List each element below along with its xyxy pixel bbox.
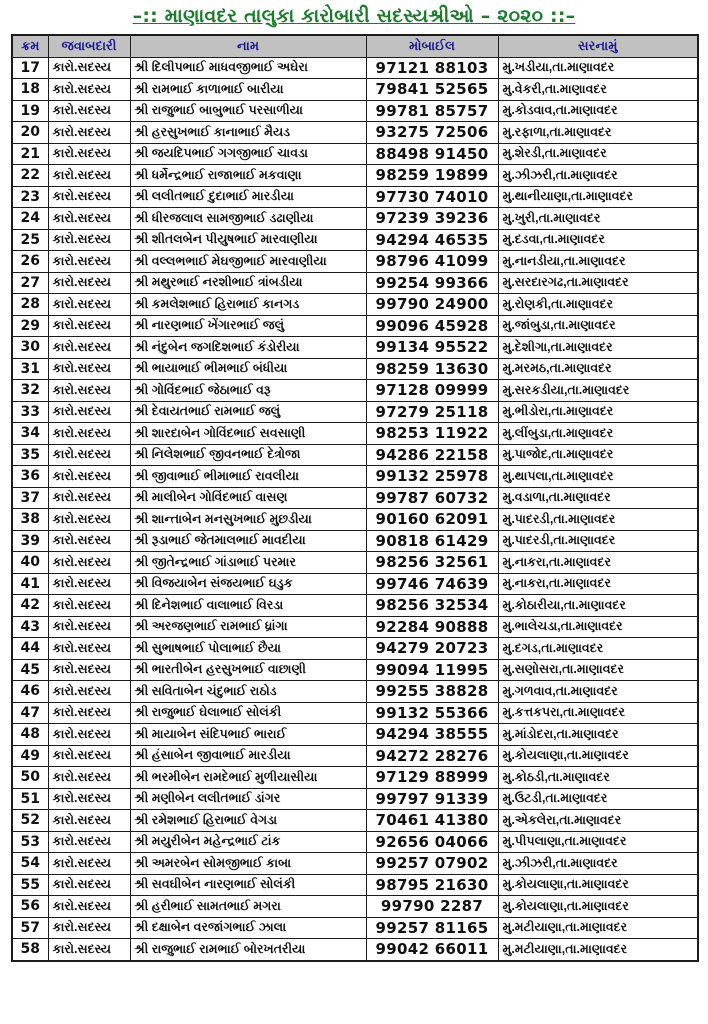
role-cell: કારો.સદસ્ય [48, 466, 130, 488]
address-cell: મુ.કોયલાણા,તા.માણાવદર [498, 896, 698, 918]
name-cell: શ્રી ભરમીબેન રામદેભાઈ મુળીયાસીયા [130, 767, 366, 789]
mobile-cell: 90160 62091 [366, 509, 498, 531]
table-row [12, 444, 698, 466]
table-row [12, 573, 698, 595]
role-cell: કારો.સદસ્ય [48, 401, 130, 423]
serial-cell: 37 [12, 487, 48, 509]
serial-cell: 45 [12, 659, 48, 681]
serial-cell: 29 [12, 315, 48, 337]
address-cell: મુ.લીંબુડા,તા.માણાવદર [498, 423, 698, 445]
role-cell: કારો.સદસ્ય [48, 552, 130, 574]
name-cell: શ્રી જીતેન્દ્રભાઈ ગાંડાભાઈ પરમાર [130, 552, 366, 574]
mobile-cell: 79841 52565 [366, 79, 498, 101]
mobile-cell: 99257 07902 [366, 853, 498, 875]
address-cell: મુ.નાકરા,તા.માણાવદર [498, 552, 698, 574]
serial-cell: 43 [12, 616, 48, 638]
role-cell: કારો.સદસ્ય [48, 337, 130, 359]
address-cell: મુ.ઝીઝરી,તા.માણાવદર [498, 165, 698, 187]
mobile-cell: 97121 88103 [366, 57, 498, 79]
role-cell: કારો.સદસ્ય [48, 186, 130, 208]
address-cell: મુ.કોઠડી,તા.માણાવદર [498, 767, 698, 789]
name-cell: શ્રી નારણભાઈ ખેંગારભાઈ જલું [130, 315, 366, 337]
serial-cell: 32 [12, 380, 48, 402]
mobile-cell: 99042 66011 [366, 939, 498, 961]
mobile-cell: 88498 91450 [366, 143, 498, 165]
table-row [12, 315, 698, 337]
serial-cell: 41 [12, 573, 48, 595]
role-cell: કારો.સદસ્ય [48, 315, 130, 337]
table-row [12, 681, 698, 703]
address-cell: મુ.મટીયાણા,તા.માણાવદર [498, 939, 698, 961]
table-row [12, 337, 698, 359]
serial-cell: 57 [12, 917, 48, 939]
role-cell: કારો.સદસ્ય [48, 939, 130, 961]
name-cell: શ્રી રૂડાભાઈ જેતમાલભાઈ માવદીયા [130, 530, 366, 552]
table-row [12, 638, 698, 660]
table-row [12, 896, 698, 918]
name-cell: શ્રી માયાબેન સંદિપભાઈ ભારાઈ [130, 724, 366, 746]
table-header-row [12, 35, 698, 57]
serial-cell: 36 [12, 466, 48, 488]
mobile-cell: 94286 22158 [366, 444, 498, 466]
address-cell: મુ.કોડવાવ,તા.માણાવદર [498, 100, 698, 122]
address-cell: મુ.પાજોદ,તા.માણાવદર [498, 444, 698, 466]
serial-cell: 48 [12, 724, 48, 746]
serial-cell: 47 [12, 702, 48, 724]
role-cell: કારો.સદસ્ય [48, 530, 130, 552]
name-cell: શ્રી રામભાઈ કાળાભાઈ બારીયા [130, 79, 366, 101]
role-cell: કારો.સદસ્ય [48, 767, 130, 789]
serial-cell: 54 [12, 853, 48, 875]
col-header-serial: ક્રમ [12, 35, 48, 57]
table-row [12, 57, 698, 79]
address-cell: મુ.રોણકી,તા.માણાવદર [498, 294, 698, 316]
table-row [12, 702, 698, 724]
mobile-cell: 99254 99366 [366, 272, 498, 294]
role-cell: કારો.સદસ્ય [48, 831, 130, 853]
serial-cell: 26 [12, 251, 48, 273]
mobile-cell: 93275 72506 [366, 122, 498, 144]
mobile-cell: 99790 2287 [366, 896, 498, 918]
address-cell: મુ.ખુરી,તા.માણાવદર [498, 208, 698, 230]
name-cell: શ્રી અરજણભાઈ રામભાઈ ધ્રાંગા [130, 616, 366, 638]
role-cell: કારો.સદસ્ય [48, 702, 130, 724]
name-cell: શ્રી રાજુભાઈ ઘેલાભાઈ સોલંકી [130, 702, 366, 724]
col-header-name: નામ [130, 35, 366, 57]
members-table [11, 34, 699, 962]
serial-cell: 17 [12, 57, 48, 79]
table-row [12, 380, 698, 402]
mobile-cell: 99257 81165 [366, 917, 498, 939]
address-cell: મુ.દેશીગા,તા.માણાવદર [498, 337, 698, 359]
mobile-cell: 98259 19899 [366, 165, 498, 187]
role-cell: કારો.સદસ્ય [48, 208, 130, 230]
table-row [12, 122, 698, 144]
table-row [12, 530, 698, 552]
serial-cell: 46 [12, 681, 48, 703]
name-cell: શ્રી સવઘીબેન નારણભાઈ સોલંકી [130, 874, 366, 896]
role-cell: કારો.સદસ્ય [48, 616, 130, 638]
serial-cell: 51 [12, 788, 48, 810]
serial-cell: 28 [12, 294, 48, 316]
table-row [12, 272, 698, 294]
address-cell: મુ.સરદારગઢ,તા.માણાવદર [498, 272, 698, 294]
table-row [12, 853, 698, 875]
name-cell: શ્રી લલીતભાઈ દુદાભાઈ મારડીયા [130, 186, 366, 208]
role-cell: કારો.સદસ્ય [48, 659, 130, 681]
table-row [12, 165, 698, 187]
mobile-cell: 97730 74010 [366, 186, 498, 208]
serial-cell: 42 [12, 595, 48, 617]
table-row [12, 143, 698, 165]
mobile-cell: 99132 55366 [366, 702, 498, 724]
mobile-cell: 94294 46535 [366, 229, 498, 251]
role-cell: કારો.સદસ્ય [48, 724, 130, 746]
name-cell: શ્રી દિલીપભાઈ માધવજીભાઈ અઘેરા [130, 57, 366, 79]
role-cell: કારો.સદસ્ય [48, 810, 130, 832]
address-cell: મુ.ખડીયા,તા.માણાવદર [498, 57, 698, 79]
address-cell: મુ.નાકરા,તા.માણાવદર [498, 573, 698, 595]
serial-cell: 31 [12, 358, 48, 380]
col-header-address: સરનામું [498, 35, 698, 57]
name-cell: શ્રી મણીબેન લલીતભાઈ ડાંગર [130, 788, 366, 810]
mobile-cell: 99094 11995 [366, 659, 498, 681]
table-row [12, 423, 698, 445]
role-cell: કારો.સદસ્ય [48, 509, 130, 531]
name-cell: શ્રી નંદુબેન જગદિશભાઈ કંડોરીયા [130, 337, 366, 359]
role-cell: કારો.સદસ્ય [48, 896, 130, 918]
address-cell: મુ.કોયલાણા,તા.માણાવદર [498, 745, 698, 767]
table-row [12, 208, 698, 230]
serial-cell: 49 [12, 745, 48, 767]
role-cell: કારો.સદસ્ય [48, 788, 130, 810]
address-cell: મુ.દડવા,તા.માણાવદર [498, 229, 698, 251]
table-row [12, 509, 698, 531]
page-title: –:: માણાવદર તાલુકા કારોબારી સદસ્યશ્રીઓ – ૨૦૨૦ ::– [132, 5, 576, 27]
mobile-cell: 92284 90888 [366, 616, 498, 638]
address-cell: મુ.નાનડીયા,તા.માણાવદર [498, 251, 698, 273]
serial-cell: 34 [12, 423, 48, 445]
name-cell: શ્રી હંસાબેન જીવાભાઈ મારડીયા [130, 745, 366, 767]
address-cell: મુ.સણોસરા,તા.માણાવદર [498, 659, 698, 681]
table-row [12, 251, 698, 273]
name-cell: શ્રી રમેશભાઈ હિરાભાઈ વેગડા [130, 810, 366, 832]
serial-cell: 50 [12, 767, 48, 789]
role-cell: કારો.સદસ્ય [48, 100, 130, 122]
mobile-cell: 70461 41380 [366, 810, 498, 832]
name-cell: શ્રી નિલેશભાઈ જીવનભાઈ દેત્રોજા [130, 444, 366, 466]
role-cell: કારો.સદસ્ય [48, 272, 130, 294]
address-cell: મુ.ગળવાવ,તા.માણાવદર [498, 681, 698, 703]
table-row [12, 917, 698, 939]
mobile-cell: 99096 45928 [366, 315, 498, 337]
address-cell: મુ.દગડ,તા.માણાવદર [498, 638, 698, 660]
name-cell: શ્રી શારદાબેન ગોવિંદભાઈ સવસાણી [130, 423, 366, 445]
address-cell: મુ.વડાળા,તા.માણાવદર [498, 487, 698, 509]
serial-cell: 38 [12, 509, 48, 531]
address-cell: મુ.માંડોદરા,તા.માણાવદર [498, 724, 698, 746]
role-cell: કારો.સદસ્ય [48, 229, 130, 251]
serial-cell: 19 [12, 100, 48, 122]
serial-cell: 25 [12, 229, 48, 251]
mobile-cell: 99790 24900 [366, 294, 498, 316]
address-cell: મુ.કોઠારીયા,તા.માણાવદર [498, 595, 698, 617]
mobile-cell: 94294 38555 [366, 724, 498, 746]
role-cell: કારો.સદસ્ય [48, 487, 130, 509]
name-cell: શ્રી હરીભાઈ સામતભાઈ મગરા [130, 896, 366, 918]
name-cell: શ્રી હરસુખભાઈ કાનાભાઈ મૈયડ [130, 122, 366, 144]
role-cell: કારો.સદસ્ય [48, 917, 130, 939]
address-cell: મુ.ભાલેચડા,તા.માણાવદર [498, 616, 698, 638]
mobile-cell: 99746 74639 [366, 573, 498, 595]
mobile-cell: 94272 28276 [366, 745, 498, 767]
col-header-mobile: મોબાઈલ [366, 35, 498, 57]
name-cell: શ્રી મયુરીબેન મહેન્દ્રભાઈ ટાંક [130, 831, 366, 853]
address-cell: મુ.પીપલાણા,તા.માણાવદર [498, 831, 698, 853]
table-row [12, 358, 698, 380]
serial-cell: 18 [12, 79, 48, 101]
table-row [12, 874, 698, 896]
role-cell: કારો.સદસ્ય [48, 745, 130, 767]
table-row [12, 616, 698, 638]
mobile-cell: 90818 61429 [366, 530, 498, 552]
role-cell: કારો.સદસ્ય [48, 423, 130, 445]
address-cell: મુ.કોયલાણા,તા.માણાવદર [498, 874, 698, 896]
mobile-cell: 98795 21630 [366, 874, 498, 896]
serial-cell: 23 [12, 186, 48, 208]
role-cell: કારો.સદસ્ય [48, 573, 130, 595]
serial-cell: 58 [12, 939, 48, 961]
table-row [12, 659, 698, 681]
name-cell: શ્રી સુભાષભાઈ પોલાભાઈ છૈયા [130, 638, 366, 660]
address-cell: મુ.થાનીયાણા,તા.માણાવદર [498, 186, 698, 208]
role-cell: કારો.સદસ્ય [48, 681, 130, 703]
table-row [12, 466, 698, 488]
serial-cell: 22 [12, 165, 48, 187]
name-cell: શ્રી ભારતીબેન હરસુખભાઈ વાછાણી [130, 659, 366, 681]
address-cell: મુ.થાપલા,તા.માણાવદર [498, 466, 698, 488]
table-row [12, 788, 698, 810]
table-row [12, 939, 698, 961]
role-cell: કારો.સદસ્ય [48, 874, 130, 896]
serial-cell: 39 [12, 530, 48, 552]
address-cell: મુ.સરકડીયા,તા.માણાવદર [498, 380, 698, 402]
serial-cell: 21 [12, 143, 48, 165]
mobile-cell: 99797 91339 [366, 788, 498, 810]
name-cell: શ્રી શીતલબેન પીયુષભાઈ મારવાણીયા [130, 229, 366, 251]
role-cell: કારો.સદસ્ય [48, 595, 130, 617]
table-row [12, 831, 698, 853]
name-cell: શ્રી કમલેશભાઈ હિરાભાઈ કાનગડ [130, 294, 366, 316]
address-cell: મુ.પાદરડી,તા.માણાવદર [498, 530, 698, 552]
table-row [12, 552, 698, 574]
table-row [12, 186, 698, 208]
table-row [12, 595, 698, 617]
role-cell: કારો.સદસ્ય [48, 143, 130, 165]
name-cell: શ્રી દેવાયતભાઈ રામભાઈ જલું [130, 401, 366, 423]
serial-cell: 53 [12, 831, 48, 853]
serial-cell: 30 [12, 337, 48, 359]
serial-cell: 33 [12, 401, 48, 423]
name-cell: શ્રી વલ્લભભાઈ મેઘજીભાઈ મારવાણીયા [130, 251, 366, 273]
mobile-cell: 97129 88999 [366, 767, 498, 789]
address-cell: મુ.રફાળા,તા.માણાવદર [498, 122, 698, 144]
name-cell: શ્રી જીવાભાઈ ભીમાભાઈ રાવલીયા [130, 466, 366, 488]
name-cell: શ્રી ધીરજલાલ સામજીભાઈ ડઢાણીયા [130, 208, 366, 230]
address-cell: મુ.ઉટડી,તા.માણાવદર [498, 788, 698, 810]
mobile-cell: 97279 25118 [366, 401, 498, 423]
table-row [12, 401, 698, 423]
mobile-cell: 98253 11922 [366, 423, 498, 445]
mobile-cell: 99781 85757 [366, 100, 498, 122]
table-row [12, 724, 698, 746]
address-cell: મુ.જાંબુડા,તા.માણાવદર [498, 315, 698, 337]
role-cell: કારો.સદસ્ય [48, 444, 130, 466]
table-row [12, 294, 698, 316]
name-cell: શ્રી ભાયાભાઈ ભીમભાઈ બંધીયા [130, 358, 366, 380]
name-cell: શ્રી માલીબેન ગોવિંદભાઈ વાસણ [130, 487, 366, 509]
address-cell: મુ.ઝીઝરી,તા.માણાવદર [498, 853, 698, 875]
name-cell: શ્રી સવિતાબેન ચંદુભાઈ રાઠોડ [130, 681, 366, 703]
name-cell: શ્રી મથુરભાઈ નરશીભાઈ ત્રાંબડીયા [130, 272, 366, 294]
name-cell: શ્રી રાજુભાઈ રામભાઈ બોરખતરીયા [130, 939, 366, 961]
name-cell: શ્રી દક્ષાબેન વરજાંગભાઈ ઝાલા [130, 917, 366, 939]
serial-cell: 24 [12, 208, 48, 230]
serial-cell: 52 [12, 810, 48, 832]
role-cell: કારો.સદસ્ય [48, 79, 130, 101]
mobile-cell: 99787 60732 [366, 487, 498, 509]
address-cell: મુ.કત્તકપરા,તા.માણાવદર [498, 702, 698, 724]
name-cell: શ્રી અમરબેન સોમજીભાઈ કાબા [130, 853, 366, 875]
name-cell: શ્રી ગોવિંદભાઈ જેઠાભાઈ વરૂ [130, 380, 366, 402]
role-cell: કારો.સદસ્ય [48, 358, 130, 380]
mobile-cell: 98259 13630 [366, 358, 498, 380]
address-cell: મુ.વેકરી,તા.માણાવદર [498, 79, 698, 101]
table-row [12, 100, 698, 122]
mobile-cell: 98796 41099 [366, 251, 498, 273]
mobile-cell: 92656 04066 [366, 831, 498, 853]
role-cell: કારો.સદસ્ય [48, 853, 130, 875]
name-cell: શ્રી દિનેશભાઈ વાલાભાઈ વિરડા [130, 595, 366, 617]
role-cell: કારો.સદસ્ય [48, 57, 130, 79]
address-cell: મુ.શેરડી,તા.માણાવદર [498, 143, 698, 165]
mobile-cell: 99132 25978 [366, 466, 498, 488]
role-cell: કારો.સદસ્ય [48, 380, 130, 402]
address-cell: મુ.ભીડોરા,તા.માણાવદર [498, 401, 698, 423]
table-row [12, 79, 698, 101]
serial-cell: 35 [12, 444, 48, 466]
table-row [12, 229, 698, 251]
name-cell: શ્રી ધર્મેન્દ્રભાઈ રાજાભાઈ મકવાણા [130, 165, 366, 187]
serial-cell: 55 [12, 874, 48, 896]
serial-cell: 44 [12, 638, 48, 660]
mobile-cell: 94279 20723 [366, 638, 498, 660]
serial-cell: 20 [12, 122, 48, 144]
role-cell: કારો.સદસ્ય [48, 165, 130, 187]
role-cell: કારો.સદસ્ય [48, 122, 130, 144]
table-row [12, 767, 698, 789]
address-cell: મુ.પાદરડી,તા.માણાવદર [498, 509, 698, 531]
name-cell: શ્રી રાજુભાઈ બાબુભાઈ પરસાળીયા [130, 100, 366, 122]
col-header-role: જવાબદારી [48, 35, 130, 57]
address-cell: મુ.એકલેરા,તા.માણાવદર [498, 810, 698, 832]
address-cell: મુ.મરમઠ,તા.માણાવદર [498, 358, 698, 380]
mobile-cell: 98256 32561 [366, 552, 498, 574]
serial-cell: 40 [12, 552, 48, 574]
table-body [12, 57, 698, 961]
mobile-cell: 97239 39236 [366, 208, 498, 230]
mobile-cell: 98256 32534 [366, 595, 498, 617]
role-cell: કારો.સદસ્ય [48, 638, 130, 660]
name-cell: શ્રી જયદિપભાઈ ગગજીભાઈ ચાવડા [130, 143, 366, 165]
table-row [12, 487, 698, 509]
mobile-cell: 97128 09999 [366, 380, 498, 402]
table-row [12, 745, 698, 767]
serial-cell: 56 [12, 896, 48, 918]
mobile-cell: 99134 95522 [366, 337, 498, 359]
mobile-cell: 99255 38828 [366, 681, 498, 703]
role-cell: કારો.સદસ્ય [48, 251, 130, 273]
table-row [12, 810, 698, 832]
serial-cell: 27 [12, 272, 48, 294]
name-cell: શ્રી વિજયાબેન સંજયભાઈ ઘડુક [130, 573, 366, 595]
role-cell: કારો.સદસ્ય [48, 294, 130, 316]
address-cell: મુ.મટીયાણા,તા.માણાવદર [498, 917, 698, 939]
name-cell: શ્રી શાન્તાબેન મનસુખભાઈ મુછડીયા [130, 509, 366, 531]
